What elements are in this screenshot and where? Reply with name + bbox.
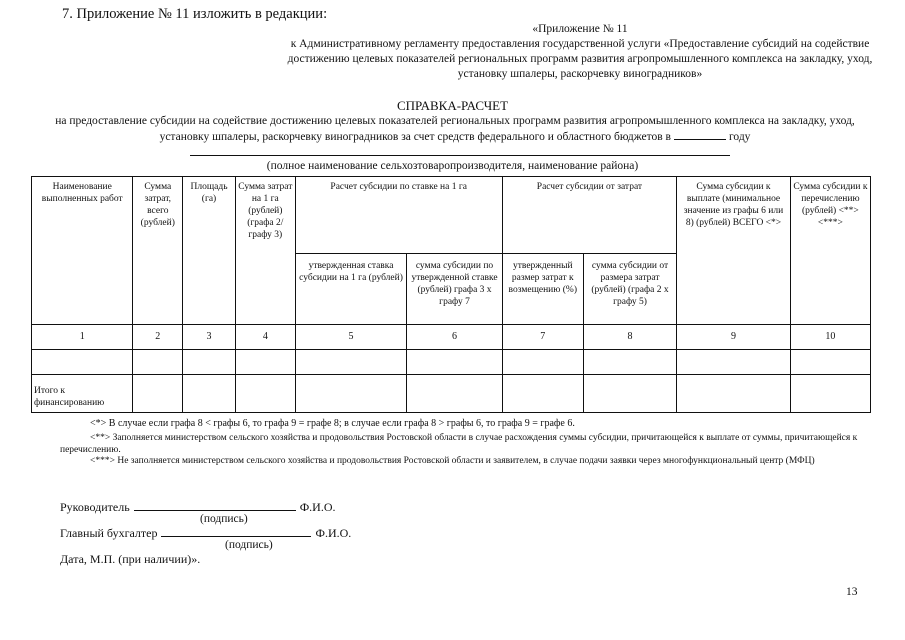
column-number-row <box>32 325 871 350</box>
table-row-total <box>32 375 871 413</box>
header-approved-rate: утвержденная ставка субсидии на 1 га (рублей) <box>295 254 407 325</box>
accountant-signature-field[interactable] <box>161 525 311 537</box>
column-number: 10 <box>790 325 870 350</box>
column-number: 5 <box>295 325 407 350</box>
annex-block <box>270 22 890 82</box>
footnote-3: <***> Не заполняется министерством сельского хозяйства и продовольствия Ростовской области и заявителем, в случае подачи заявки через многофункциональный центр (МФЦ) <box>90 456 815 466</box>
table-cell[interactable] <box>677 375 791 413</box>
annex-text: к Административному регламенту предоставления государственной услуги «Предоставление субсидий на содействие достижению целевых показателей региональных программ развития агропромышленного комплекса на закладку, уход, установку шпалеры, раскорчевку виноградников» <box>287 38 873 80</box>
description-text: на предоставление субсидии на содействие достижению целевых показателей региональных программ развития агропромышленного комплекса на закладку, уход, установку шпалеры, раскорчевку виноградников за счет средств федерального и областного бюджетов в <box>55 115 855 143</box>
header-subsidy-to-pay: Сумма субсидии к выплате (минимальное значение из графы 6 или 8) (рублей) ВСЕГО <*> <box>677 177 791 325</box>
head-signature-line <box>60 499 336 515</box>
head-fio: Ф.И.О. <box>299 500 336 514</box>
organization-name-line[interactable] <box>190 155 730 156</box>
table-cell[interactable] <box>407 350 502 375</box>
header-work-name: Наименование выполненных работ <box>32 177 133 325</box>
total-label: Итого к финансированию <box>32 375 133 413</box>
column-number: 8 <box>583 325 676 350</box>
page-number: 13 <box>846 586 858 598</box>
accountant-label: Главный бухгалтер <box>60 526 158 540</box>
column-number: 4 <box>235 325 295 350</box>
accountant-signature-line <box>60 525 351 541</box>
table-cell[interactable] <box>183 350 236 375</box>
year-blank[interactable] <box>674 129 726 140</box>
table-cell[interactable] <box>790 375 870 413</box>
year-suffix: году <box>728 131 751 143</box>
document-description <box>30 114 880 145</box>
accountant-fio: Ф.И.О. <box>315 526 352 540</box>
header-subsidy-by-rate: сумма субсидии по утвержденной ставке (рублей) графа 3 x графу 7 <box>407 254 502 325</box>
header-subsidy-to-transfer: Сумма субсидии к перечислению (рублей) <**> <***> <box>790 177 870 325</box>
header-area: Площадь (га) <box>183 177 236 325</box>
document-title: СПРАВКА-РАСЧЕТ <box>396 98 509 113</box>
head-signature-field[interactable] <box>134 499 296 511</box>
header-rate-calculation: Расчет субсидии по ставке на 1 га <box>295 177 502 254</box>
table-cell[interactable] <box>183 375 236 413</box>
column-number: 9 <box>677 325 791 350</box>
organization-caption: (полное наименование сельхозтоваропроизводителя, наименование района) <box>266 160 639 172</box>
accountant-signature-caption: (подпись) <box>225 539 273 551</box>
table-cell[interactable] <box>133 375 183 413</box>
table-cell[interactable] <box>32 350 133 375</box>
footnote-1: <*> В случае если графа 8 < графы 6, то графа 9 = графе 8; в случае если графа 8 > графы 6, то графа 9 = графе 6. <box>90 418 575 429</box>
column-number: 1 <box>32 325 133 350</box>
table-cell[interactable] <box>583 350 676 375</box>
annex-title: «Приложение № 11 <box>532 23 628 35</box>
table-cell[interactable] <box>407 375 502 413</box>
table-cell[interactable] <box>295 375 407 413</box>
table-cell[interactable] <box>502 375 583 413</box>
table-cell[interactable] <box>235 375 295 413</box>
date-line: Дата, М.П. (при наличии)». <box>60 552 201 566</box>
header-total-costs: Сумма затрат, всего (рублей) <box>133 177 183 325</box>
table-cell[interactable] <box>133 350 183 375</box>
header-approved-percent: утвержденный размер затрат к возмещению (%) <box>502 254 583 325</box>
header-costs-per-ha: Сумма затрат на 1 га (рублей) (графа 2/графу 3) <box>235 177 295 325</box>
head-label: Руководитель <box>60 500 130 514</box>
footnote-2: <**> Заполняется министерством сельского хозяйства и продовольствия Ростовской области в случае расхождения суммы субсидии, причитающейся к выплате от суммы, причитающейся к перечислению. <box>60 433 858 455</box>
table-cell[interactable] <box>295 350 407 375</box>
calculation-table <box>31 176 871 413</box>
table-header-row <box>32 177 871 254</box>
table-cell[interactable] <box>502 350 583 375</box>
column-number: 7 <box>502 325 583 350</box>
column-number: 6 <box>407 325 502 350</box>
section-heading: 7. Приложение № 11 изложить в редакции: <box>62 6 328 22</box>
table-cell[interactable] <box>583 375 676 413</box>
column-number: 3 <box>183 325 236 350</box>
header-subsidy-by-costs: сумма субсидии от размера затрат (рублей) (графа 2 x графу 5) <box>583 254 676 325</box>
table-row-empty <box>32 350 871 375</box>
table-cell[interactable] <box>235 350 295 375</box>
head-signature-caption: (подпись) <box>200 513 248 525</box>
table-cell[interactable] <box>790 350 870 375</box>
table-cell[interactable] <box>677 350 791 375</box>
column-number: 2 <box>133 325 183 350</box>
header-cost-calculation: Расчет субсидии от затрат <box>502 177 677 254</box>
